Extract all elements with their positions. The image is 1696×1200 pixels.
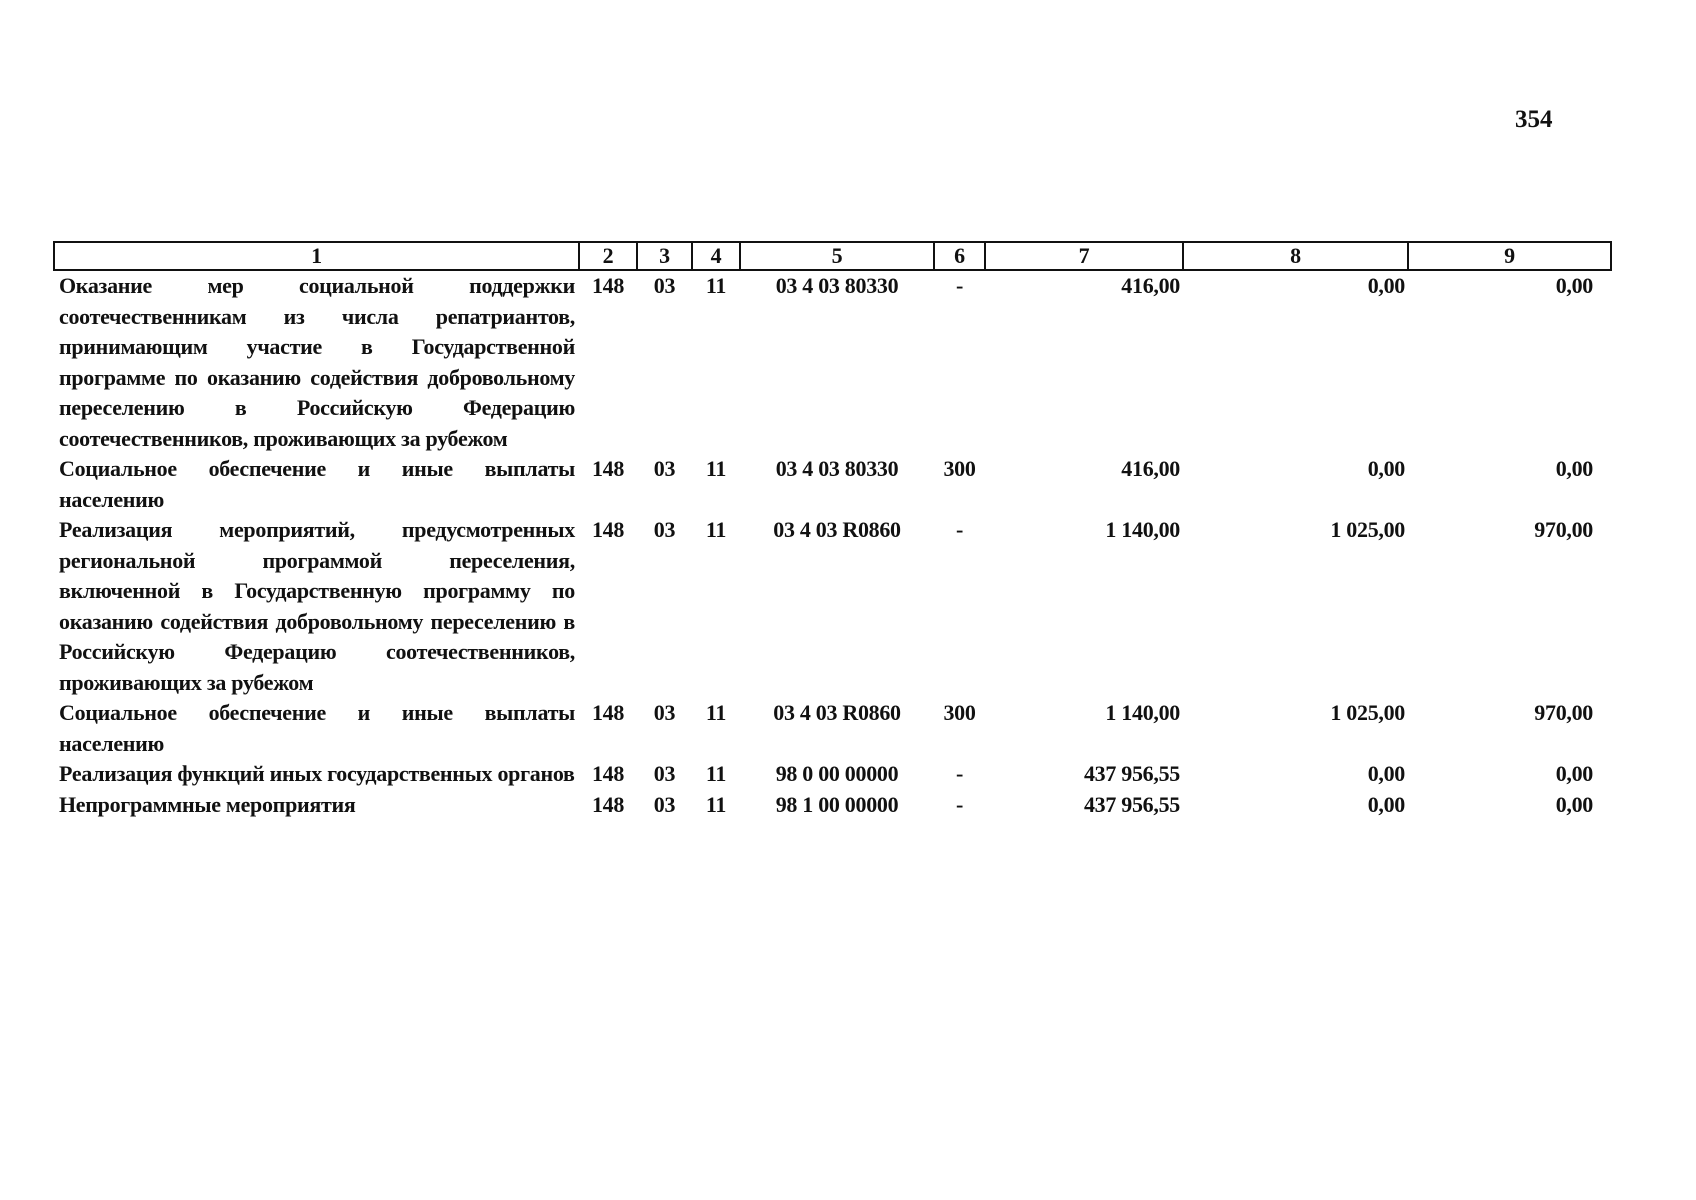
header-col-7: 7 [985, 242, 1183, 270]
header-col-3: 3 [637, 242, 692, 270]
row-col6: 300 [943, 456, 976, 481]
row-col6: - [955, 517, 964, 542]
header-col-6: 6 [934, 242, 985, 270]
row-name: Непрограммные мероприятия [59, 791, 356, 817]
row-col8: 0,00 [1367, 791, 1405, 817]
header-col-9: 9 [1408, 242, 1611, 270]
row-col8: 0,00 [1367, 456, 1405, 481]
table-row [54, 698, 1611, 759]
row-col3: 03 [653, 761, 676, 786]
row-col6: - [955, 761, 964, 786]
header-col-5: 5 [740, 242, 934, 270]
table-header-row [54, 242, 1611, 270]
row-col8: 1 025,00 [1330, 517, 1405, 542]
table-row [54, 270, 1611, 454]
row-col9: 970,00 [1534, 517, 1593, 542]
row-col5: 03 4 03 80330 [775, 273, 899, 298]
row-col3: 03 [653, 273, 676, 298]
row-col9: 970,00 [1534, 700, 1593, 725]
header-col-8: 8 [1183, 242, 1408, 270]
row-col4: 11 [705, 517, 727, 542]
row-col5: 98 0 00 00000 [775, 761, 899, 786]
row-col7: 437 956,55 [1083, 791, 1180, 817]
budget-table [53, 241, 1612, 820]
row-col6: - [955, 273, 964, 298]
row-col9: 0,00 [1555, 273, 1593, 298]
row-col2: 148 [591, 791, 625, 817]
row-col7: 416,00 [1121, 456, 1180, 481]
row-col2: 148 [591, 517, 625, 542]
row-col5: 03 4 03 80330 [775, 456, 899, 481]
table-row [54, 790, 1611, 821]
row-name: Социальное обеспечение и иные выплаты населению [59, 700, 575, 756]
row-col7: 1 140,00 [1105, 700, 1180, 725]
row-col5: 03 4 03 R0860 [773, 517, 901, 542]
row-name: Реализация функций иных государственных органов [59, 761, 575, 786]
row-col4: 11 [705, 761, 727, 786]
row-col3: 03 [653, 456, 676, 481]
table-row [54, 759, 1611, 790]
row-col9: 0,00 [1555, 761, 1593, 786]
row-col4: 11 [705, 700, 727, 725]
row-col7: 416,00 [1121, 273, 1180, 298]
table-row [54, 454, 1611, 515]
row-col2: 148 [591, 761, 625, 786]
row-col8: 0,00 [1367, 761, 1405, 786]
row-col2: 148 [591, 273, 625, 298]
table-row [54, 515, 1611, 698]
header-col-2: 2 [579, 242, 637, 270]
row-col6: 300 [943, 700, 976, 725]
header-col-4: 4 [692, 242, 740, 270]
page-number: 354 [1515, 106, 1553, 133]
row-col4: 11 [705, 273, 727, 298]
row-name: Реализация мероприятий, предусмотренных региональной программой переселения, включенной в Государственную программу по оказанию содействия добровольному переселению в Российскую Федерацию соотечественников, проживающих за рубежом [59, 517, 575, 695]
header-col-1: 1 [54, 242, 579, 270]
row-col7: 437 956,55 [1083, 761, 1180, 786]
row-col4: 11 [705, 456, 727, 481]
row-col5: 98 1 00 00000 [775, 791, 899, 817]
row-col2: 148 [591, 456, 625, 481]
row-col3: 03 [653, 517, 676, 542]
row-name: Социальное обеспечение и иные выплаты населению [59, 456, 575, 512]
row-col8: 1 025,00 [1330, 700, 1405, 725]
row-col3: 03 [653, 700, 676, 725]
row-col4: 11 [705, 791, 727, 817]
row-col8: 0,00 [1367, 273, 1405, 298]
row-col5: 03 4 03 R0860 [773, 700, 901, 725]
row-col2: 148 [591, 700, 625, 725]
row-col6: - [955, 791, 964, 817]
row-col9: 0,00 [1555, 791, 1593, 817]
row-name: Оказание мер социальной поддержки соотечественникам из числа репатриантов, принимающим участие в Государственной программе по оказанию содействия добровольному переселению в Российскую Федерацию соотечественников, проживающих за рубежом [59, 273, 575, 451]
row-col3: 03 [653, 791, 676, 817]
row-col7: 1 140,00 [1105, 517, 1180, 542]
row-col9: 0,00 [1555, 456, 1593, 481]
